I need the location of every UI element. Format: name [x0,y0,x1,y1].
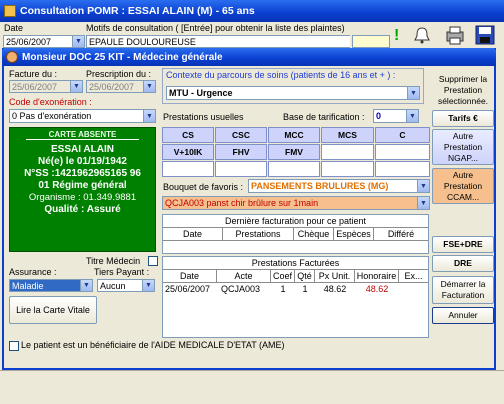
contexte-select[interactable]: MTU - Urgence ▼ [166,86,420,100]
exoneration-select[interactable]: 0 Pas d'exonération ▼ [9,109,156,123]
column-header-differe[interactable]: Différé [387,229,415,239]
prestation-v10ik[interactable]: V+10IK [162,144,214,160]
card-patient-name: ESSAI ALAIN [51,144,114,155]
prestation-mcs[interactable]: MCS [321,127,374,143]
prestation-fmv[interactable]: FMV [268,144,320,160]
base-tarification-select[interactable]: 0 ▼ [373,109,419,123]
bouquet-label: Bouquet de favoris : [163,182,244,192]
prestation-empty[interactable] [268,161,320,177]
column-header-prestations[interactable]: Prestations [223,228,294,240]
save-icon[interactable] [474,24,496,46]
motifs-label: Motifs de consultation ( [Entrée] pour obtenir la liste des plaintes) [86,23,345,33]
prestation-cs[interactable]: CS [162,127,214,143]
vitale-card-panel [9,127,156,252]
prestation-empty[interactable] [162,161,214,177]
prestation-empty[interactable] [321,144,374,160]
chevron-down-icon: ▼ [143,81,155,92]
chevron-down-icon: ▼ [407,87,419,99]
prestations-facturees-table [162,256,429,338]
outer-titlebar [0,0,504,22]
autre-prestation-ccam-button[interactable]: Autre Prestation CCAM... [432,168,494,204]
outer-window-bottom [0,370,504,404]
prestations-usuelles-label: Prestations usuelles [163,112,244,122]
chevron-down-icon: ▼ [72,36,84,47]
column-header-date[interactable]: Date [163,270,217,282]
tarifs-button[interactable]: Tarifs € [432,110,494,127]
date-label: Date [4,23,24,33]
titre-medecin-label: Titre Médecin [86,256,141,266]
card-birthdate: Né(e) le 01/19/1942 [38,156,127,167]
prestation-c[interactable]: C [375,127,430,143]
column-header-especes[interactable]: Espèces [334,228,374,240]
outer-toolbar [0,22,504,48]
prestation-empty[interactable] [375,161,430,177]
chevron-down-icon: ▼ [417,180,429,192]
cell-date: 25/06/2007 [165,284,211,294]
chevron-down-icon: ▼ [417,197,429,209]
read-vitale-card-button[interactable]: Lire la Carte Vitale [9,296,97,324]
prestation-fhv[interactable]: FHV [215,144,267,160]
dre-button[interactable]: DRE [432,255,494,272]
column-header-acte[interactable]: Acte [217,270,271,282]
chevron-down-icon: ▼ [142,280,154,291]
chevron-down-icon: ▼ [143,110,155,122]
tiers-payant-select[interactable]: Aucun ▼ [97,279,155,292]
column-header-ex[interactable]: Ex... [404,271,423,281]
contexte-label: Contexte du parcours de soins (patients de 16 ans et + ) : [166,70,396,80]
acte-select[interactable]: QCJA003 panst chir brûlure sur 1main ▼ [162,196,430,210]
card-qualite: Qualité : Assuré [44,204,121,215]
alert-icon[interactable]: ! [394,27,400,44]
prescription-date-select[interactable]: 25/06/2007 ▼ [86,80,156,93]
cell-honoraire: 48.62 [365,284,389,294]
column-header-date[interactable]: Date [163,228,223,240]
chevron-down-icon: ▼ [406,110,418,122]
titre-medecin-checkbox[interactable] [148,256,158,266]
assurance-label: Assurance : [9,267,57,277]
motif-input[interactable]: EPAULE DOULOUREUSE [86,35,350,48]
bouquet-select[interactable]: PANSEMENTS BRULURES (MG) ▼ [248,179,430,193]
derniere-facturation-title: Dernière facturation pour ce patient [163,215,428,228]
prestation-empty[interactable] [375,144,430,160]
facture-label: Facture du : [9,69,58,79]
ame-label: Le patient est un bénéficiaire de l'AIDE MEDICALE D'ETAT (AME) [21,340,285,350]
base-tarification-label: Base de tarification : [283,112,365,122]
column-header-honoraire[interactable]: Honoraire [355,270,399,282]
tiers-payant-label: Tiers Payant : [94,267,150,277]
column-header-cheque[interactable]: Chèque [294,228,334,240]
prestation-mcc[interactable]: MCC [268,127,320,143]
doctor-icon [6,51,18,63]
card-nss: N°SS :1421962965165 96 [24,168,141,179]
ame-checkbox[interactable] [9,341,19,351]
cell-acte: QCJA003 [221,284,261,294]
chevron-down-icon: ▼ [80,280,92,291]
supprimer-prestation-button[interactable]: Supprimer la Prestation sélectionnée. [432,72,494,108]
card-regime: 01 Régime général [38,180,127,191]
dialog-title: Monsieur DOC 25 KIT - Médecine générale [22,51,223,63]
cell-coef: 1 [280,284,286,294]
card-organisme: Organisme : 01.349.9881 [28,192,137,203]
fse-dre-button[interactable]: FSE+DRE [432,236,494,253]
derniere-facturation-table [162,214,429,254]
column-header-qte[interactable]: Qté [295,270,315,282]
facture-date-select[interactable]: 25/06/2007 ▼ [9,80,83,93]
exoneration-label: Code d'exonération : [9,97,92,107]
column-header-px-unit[interactable]: Px Unit. [315,270,355,282]
bell-icon[interactable] [412,25,432,45]
prestations-facturees-title: Prestations Facturées [163,257,428,270]
outer-date-select[interactable]: 25/06/2007 ▼ [3,35,85,48]
outer-app-icon [4,5,16,17]
outer-field-yellow[interactable] [352,35,390,48]
autre-prestation-ngap-button[interactable]: Autre Prestation NGAP... [432,129,494,165]
prescription-label: Prescription du : [86,69,152,79]
prestation-csc[interactable]: CSC [215,127,267,143]
assurance-select[interactable]: Maladie ▼ [9,279,93,292]
prestation-empty[interactable] [321,161,374,177]
prestations-grid [162,127,430,179]
chevron-down-icon: ▼ [70,81,82,92]
prestation-empty[interactable] [215,161,267,177]
demarrer-facturation-button[interactable]: Démarrer la Facturation [432,276,494,304]
cell-ex [399,283,428,296]
printer-icon[interactable] [444,24,466,46]
cell-qte: 1 [302,284,308,294]
table-row[interactable] [163,283,428,296]
dialog-titlebar [2,48,496,66]
cell-px-unit: 48.62 [323,284,347,294]
annuler-button[interactable]: Annuler [432,307,494,324]
column-header-coef[interactable]: Coef [271,270,295,282]
outer-window-title: Consultation POMR : ESSAI ALAIN (M) - 65 ans [20,5,255,17]
card-status: CARTE ABSENTE [26,130,139,140]
